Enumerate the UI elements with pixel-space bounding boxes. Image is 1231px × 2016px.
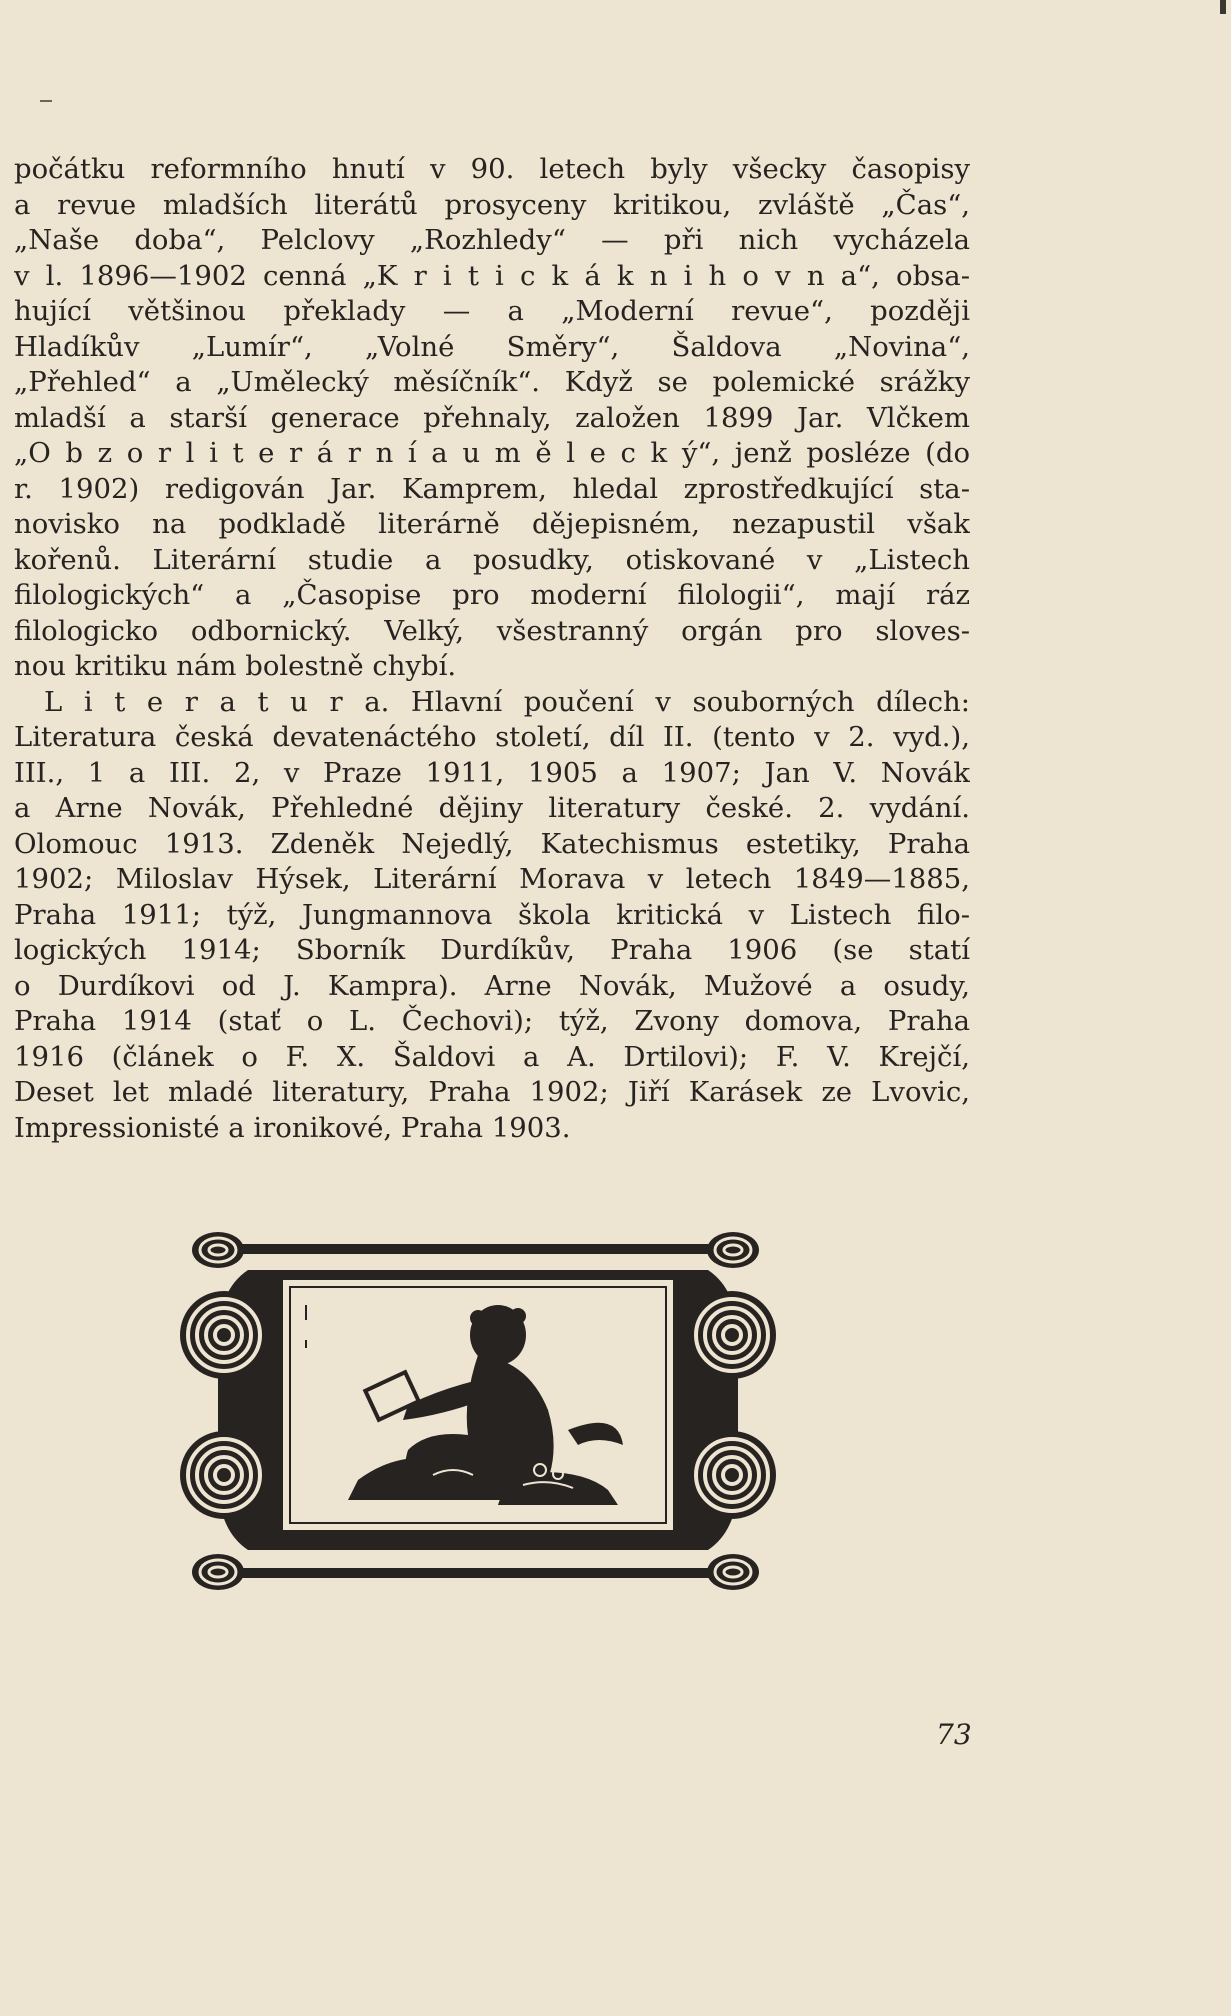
text-line: nou kritiku nám bolestně chybí. [14, 650, 457, 682]
text-line: novisko na podkladě literárně dějepisném, nezapustil však [14, 508, 970, 540]
text-line: 1902; Miloslav Hýsek, Literární Morava v letech 1849—1885, [14, 863, 970, 895]
text-line: filologicko odbornický. Velký, všestranný orgán pro sloves- [14, 614, 970, 647]
text-line: „O b z o r l i t e r á r n í a u m ě l e c k ý“, jenž posléze (do [14, 437, 970, 469]
text-line: filologických“ a „Časopise pro moderní filologii“, mají ráz [14, 579, 970, 611]
text-line: počátku reformního hnutí v 90. letech byly všecky časopisy [14, 153, 970, 185]
text-line: „Naše doba“, Pelclovy „Rozhledy“ — při nich vycházela [14, 224, 970, 256]
body-text [14, 152, 970, 1146]
text-line: Impressionisté a ironikové, Praha 1903. [14, 1111, 571, 1144]
text-line: Literatura česká devatenáctého století, díl II. (tento v 2. vyd.), [14, 721, 970, 753]
text-line: Praha 1911; týž, Jungmannova škola kritická v Listech filo- [14, 898, 970, 931]
text-line: Praha 1914 (stať o L. Čechovi); týž, Zvony domova, Praha [14, 1005, 970, 1037]
text-line: r. 1902) redigován Jar. Kamprem, hledal zprostředkující sta- [14, 472, 970, 505]
text-line: III., 1 a III. 2, v Praze 1911, 1905 a 1907; Jan V. Novák [14, 756, 970, 789]
text-line: mladší a starší generace přehnaly, založen 1899 Jar. Vlčkem [14, 401, 970, 434]
text-line: hující většinou překlady — a „Moderní revue“, později [14, 295, 970, 327]
text-line: o Durdíkovi od J. Kampra). Arne Novák, Mužové a osudy, [14, 969, 970, 1002]
text-line: v l. 1896—1902 cenná „K r i t i c k á k n i h o v n a“, obsa- [14, 259, 970, 292]
text-line: a Arne Novák, Přehledné dějiny literatury české. 2. vydání. [14, 792, 970, 824]
edge-mark [1220, 0, 1226, 14]
text-line-heading: L i t e r a t u r a. Hlavní poučení v souborných dílech: [44, 685, 970, 718]
text-line: „Přehled“ a „Umělecký měsíčník“. Když se polemické srážky [14, 366, 970, 398]
text-line: a revue mladších literátů prosyceny kritikou, zvláště „Čas“, [14, 188, 970, 221]
decorative-vignette-illustration [178, 1230, 778, 1590]
text-line: logických 1914; Sborník Durdíkův, Praha 1906 (se statí [14, 934, 970, 966]
text-line: kořenů. Literární studie a posudky, otiskované v „Listech [14, 543, 970, 576]
text-line: 1916 (článek o F. X. Šaldovi a A. Drtilovi); F. V. Krejčí, [14, 1040, 970, 1073]
text-line: Olomouc 1913. Zdeněk Nejedlý, Katechismus estetiky, Praha [14, 827, 970, 860]
margin-mark [40, 100, 52, 102]
text-line: Hladíkův „Lumír“, „Volné Směry“, Šaldova „Novina“, [14, 330, 970, 363]
page-number: 73 [936, 1718, 972, 1751]
text-line: Deset let mladé literatury, Praha 1902; Jiří Karásek ze Lvovic, [14, 1076, 970, 1108]
